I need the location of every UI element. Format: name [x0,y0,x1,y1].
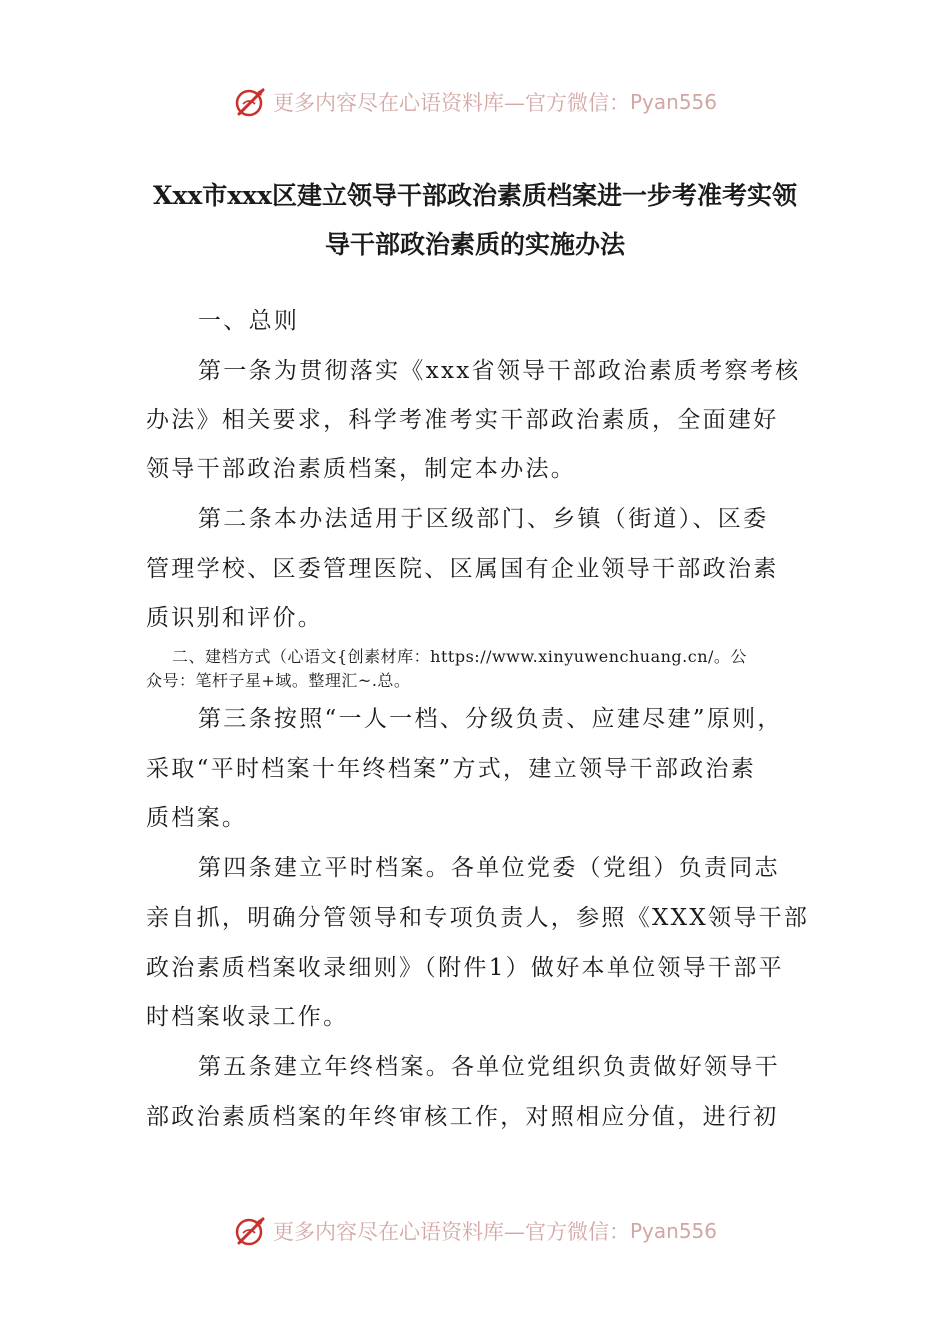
footer-watermark-banner [0,1211,950,1251]
article-3-line: 采取“平时档案十年终档案”方式，建立领导干部政治素 [146,756,757,782]
section-heading-general: 一、总则 [198,308,300,334]
banner-wechat-id: Pyan556 [629,90,717,114]
article-1-line: 第一条为贯彻落实《xxx省领导干部政治素质考察考核 [198,358,801,384]
document-title-line-2: 导干部政治素质的实施办法 [324,230,625,259]
article-2-line: 质识别和评价。 [146,605,324,631]
article-4-line: 时档案收录工作。 [146,1004,349,1030]
section-heading-archiving-method: 二、建档方式（心语文{创素材库：https://www.xinyuwenchuang.cn/。公 [172,647,747,666]
header-watermark-banner [0,82,950,122]
article-4-line: 第四条建立平时档案。各单位党委（党组）负责同志 [198,855,780,881]
article-2-line: 第二条本办法适用于区级部门、乡镇（街道）、区委 [198,506,769,532]
section-heading-archiving-method-cont: 众号：笔杆子星+域。整理汇~.总。 [146,671,411,690]
article-4-line: 亲自抓，明确分管领导和专项负责人，参照《XXX领导干部 [146,905,810,931]
banner-wechat-id: Pyan556 [629,1219,717,1243]
article-5-line: 第五条建立年终档案。各单位党组织负责做好领导干 [198,1054,780,1080]
article-4-line: 政治素质档案收录细则》（附件1）做好本单位领导干部平 [146,955,784,981]
article-5-line: 部政治素质档案的年终审核工作，对照相应分值，进行初 [146,1104,779,1130]
pen-logo-icon [233,84,269,120]
article-3-line: 第三条按照“一人一档、分级负责、应建尽建”原则， [198,706,783,732]
banner-text: 更多内容尽在心语资料库—官方微信： [272,1220,630,1244]
article-1-line: 办法》相关要求，科学考准考实干部政治素质，全面建好 [146,407,779,433]
article-3-line: 质档案。 [146,805,248,831]
pen-logo-icon [233,1213,269,1249]
article-2-line: 管理学校、区委管理医院、区属国有企业领导干部政治素 [146,556,779,582]
banner-text: 更多内容尽在心语资料库—官方微信： [272,91,630,115]
article-1-line: 领导干部政治素质档案，制定本办法。 [146,456,577,482]
document-title-line-1: Xxx市xxx区建立领导干部政治素质档案进一步考准考实领 [153,181,797,210]
